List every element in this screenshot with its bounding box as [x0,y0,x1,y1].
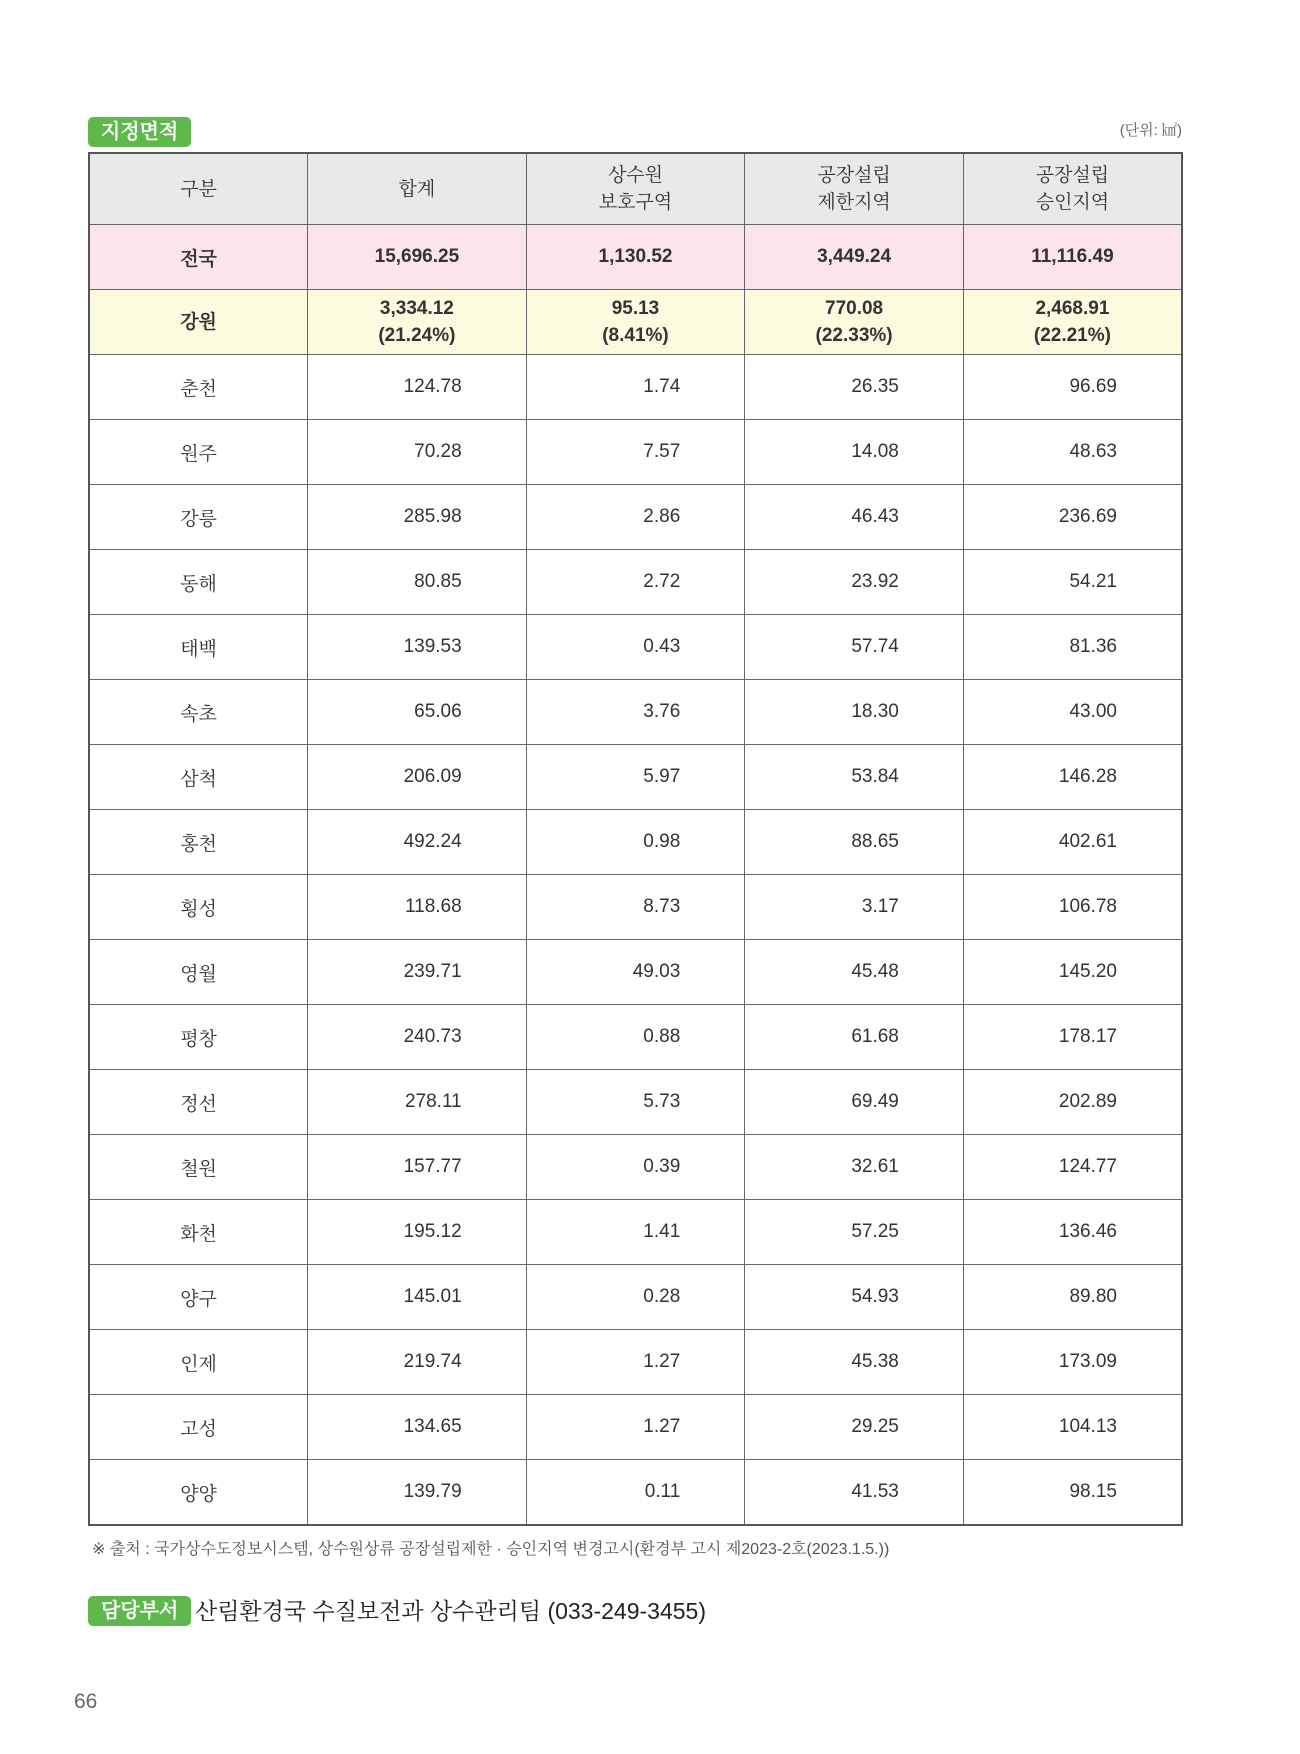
region-name: 춘천 [89,355,308,420]
restricted-value: 18.30 [745,680,964,745]
protection-value: 1.74 [526,355,745,420]
total-value: 139.79 [308,1460,527,1526]
protection-value: 95.13 (8.41%) [526,290,745,355]
table-row [89,420,1182,485]
total-value: 15,696.25 [308,225,527,290]
protection-value: 0.43 [526,615,745,680]
approved-value: 106.78 [963,875,1182,940]
approved-value: 402.61 [963,810,1182,875]
total-value: 219.74 [308,1330,527,1395]
restricted-value: 53.84 [745,745,964,810]
approved-value: 43.00 [963,680,1182,745]
protection-value: 49.03 [526,940,745,1005]
total-value: 124.78 [308,355,527,420]
table-row [89,485,1182,550]
table-row [89,1200,1182,1265]
restricted-value: 23.92 [745,550,964,615]
region-name: 화천 [89,1200,308,1265]
total-value: 239.71 [308,940,527,1005]
protection-value: 5.97 [526,745,745,810]
table-row [89,550,1182,615]
restricted-value: 3.17 [745,875,964,940]
restricted-value: 3,449.24 [745,225,964,290]
region-name: 삼척 [89,745,308,810]
table-row [89,1330,1182,1395]
region-name: 양양 [89,1460,308,1526]
approved-value: 202.89 [963,1070,1182,1135]
approved-value: 178.17 [963,1005,1182,1070]
total-value: 240.73 [308,1005,527,1070]
restricted-value: 14.08 [745,420,964,485]
region-name: 강릉 [89,485,308,550]
restricted-value: 41.53 [745,1460,964,1526]
approved-value: 96.69 [963,355,1182,420]
total-value: 70.28 [308,420,527,485]
region-name: 인제 [89,1330,308,1395]
restricted-value: 57.25 [745,1200,964,1265]
table-row [89,745,1182,810]
total-value: 65.06 [308,680,527,745]
region-name: 원주 [89,420,308,485]
protection-value: 3.76 [526,680,745,745]
approved-value: 2,468.91 (22.21%) [963,290,1182,355]
table-row [89,940,1182,1005]
page-number: 66 [74,1690,98,1713]
restricted-value: 32.61 [745,1135,964,1200]
table-row [89,680,1182,745]
approved-value: 136.46 [963,1200,1182,1265]
dept-contact: 산림환경국 수질보전과 상수관리팀 (033-249-3455) [195,1598,706,1624]
header-approved-area: 공장설립 승인지역 [963,153,1182,225]
restricted-value: 54.93 [745,1265,964,1330]
protection-value: 1.27 [526,1330,745,1395]
region-name: 고성 [89,1395,308,1460]
source-note: ※ 출처 : 국가상수도정보시스템, 상수원상류 공장설립제한 · 승인지역 변경고시(환경부 고시 제2023-2호(2023.1.5.)) [92,1541,890,1558]
table-row [89,615,1182,680]
dept-label: 담당부서 [88,1596,191,1626]
region-name: 횡성 [89,875,308,940]
protection-value: 2.86 [526,485,745,550]
region-name: 속초 [89,680,308,745]
region-name: 영월 [89,940,308,1005]
header-total: 합계 [308,153,527,225]
total-value: 80.85 [308,550,527,615]
total-value: 157.77 [308,1135,527,1200]
protection-value: 0.39 [526,1135,745,1200]
total-value: 3,334.12 (21.24%) [308,290,527,355]
region-name: 양구 [89,1265,308,1330]
protection-value: 0.28 [526,1265,745,1330]
total-value: 285.98 [308,485,527,550]
total-value: 118.68 [308,875,527,940]
protection-value: 0.11 [526,1460,745,1526]
restricted-value: 45.48 [745,940,964,1005]
total-value: 139.53 [308,615,527,680]
restricted-value: 88.65 [745,810,964,875]
restricted-value: 46.43 [745,485,964,550]
approved-value: 173.09 [963,1330,1182,1395]
approved-value: 81.36 [963,615,1182,680]
gangwon-row [89,290,1182,355]
table-row [89,1135,1182,1200]
total-value: 278.11 [308,1070,527,1135]
protection-value: 0.88 [526,1005,745,1070]
region-name: 동해 [89,550,308,615]
restricted-value: 57.74 [745,615,964,680]
restricted-value: 69.49 [745,1070,964,1135]
approved-value: 89.80 [963,1265,1182,1330]
region-name: 평창 [89,1005,308,1070]
table-row [89,1460,1182,1526]
table-row [89,1070,1182,1135]
table-header-row [89,153,1182,225]
protection-value: 1,130.52 [526,225,745,290]
protection-value: 1.27 [526,1395,745,1460]
table-row [89,1395,1182,1460]
total-value: 134.65 [308,1395,527,1460]
approved-value: 104.13 [963,1395,1182,1460]
approved-value: 146.28 [963,745,1182,810]
total-value: 145.01 [308,1265,527,1330]
approved-value: 11,116.49 [963,225,1182,290]
total-value: 206.09 [308,745,527,810]
region-name: 철원 [89,1135,308,1200]
protection-value: 2.72 [526,550,745,615]
region-name: 태백 [89,615,308,680]
section-label: 지정면적 [88,117,191,147]
approved-value: 48.63 [963,420,1182,485]
restricted-value: 45.38 [745,1330,964,1395]
restricted-value: 61.68 [745,1005,964,1070]
protection-value: 0.98 [526,810,745,875]
restricted-value: 26.35 [745,355,964,420]
approved-value: 124.77 [963,1135,1182,1200]
total-value: 492.24 [308,810,527,875]
protection-value: 8.73 [526,875,745,940]
approved-value: 54.21 [963,550,1182,615]
total-value: 195.12 [308,1200,527,1265]
header-category: 구분 [89,153,308,225]
approved-value: 98.15 [963,1460,1182,1526]
table-row [89,1265,1182,1330]
unit-note: (단위: ㎢) [1119,122,1182,139]
restricted-value: 29.25 [745,1395,964,1460]
region-name: 강원 [89,290,308,355]
header-restricted-area: 공장설립 제한지역 [745,153,964,225]
restricted-value: 770.08 (22.33%) [745,290,964,355]
table-row [89,1005,1182,1070]
approved-value: 145.20 [963,940,1182,1005]
table-row [89,875,1182,940]
table-row [89,810,1182,875]
region-name: 홍천 [89,810,308,875]
protection-value: 5.73 [526,1070,745,1135]
protection-value: 1.41 [526,1200,745,1265]
region-name: 전국 [89,225,308,290]
national-row [89,225,1182,290]
protection-value: 7.57 [526,420,745,485]
approved-value: 236.69 [963,485,1182,550]
header-protection-zone: 상수원 보호구역 [526,153,745,225]
designated-area-table [88,152,1183,1526]
table-row [89,355,1182,420]
region-name: 정선 [89,1070,308,1135]
